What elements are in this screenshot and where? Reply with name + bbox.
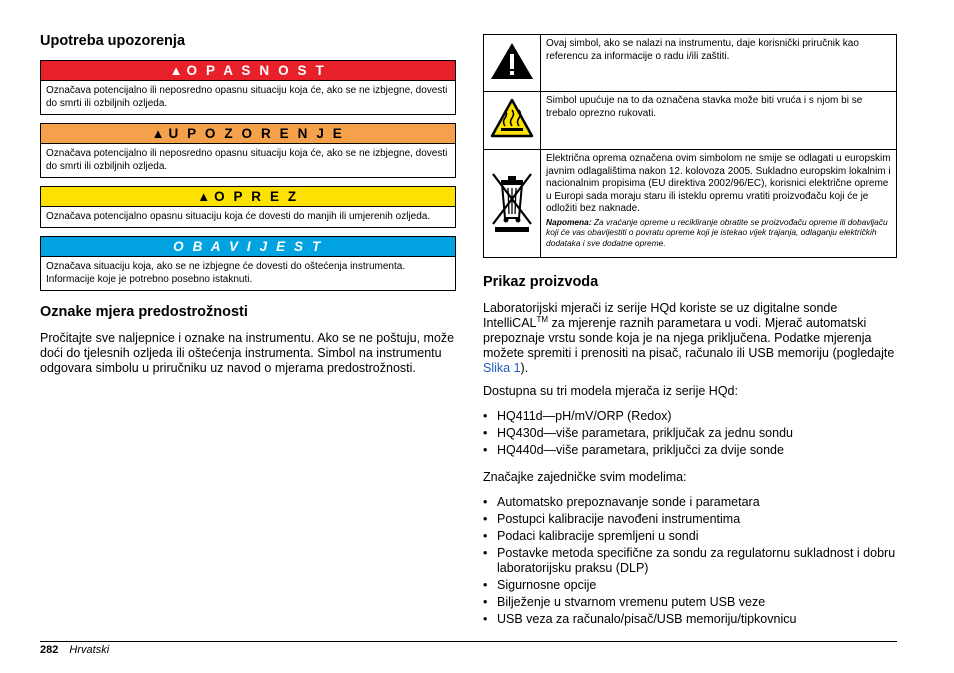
- warning-triangle-icon: ▲: [197, 189, 211, 204]
- trademark-mark: TM: [536, 315, 549, 324]
- danger-header: [41, 61, 455, 81]
- heading-use-of-warnings: Upotreba upozorenja: [40, 33, 186, 49]
- weee-text: Električna oprema označena ovim simbolom ne smije se odlagati u europskim javnim odlagalištima nakon 12. kolovoza 2005. Sukladno europskim lokalnim i nacionalnim propisima (EU direktiva 2002/96/EC), korisnici električne opreme u Europi sada moraju staru ili isteklu opremu vratiti proizvođaču koji će je odložiti bez naknade.: [546, 153, 891, 214]
- caution-text: Označava potencijalno opasnu situaciju koja će dovesti do manjih ili umjerenih ozljeda.: [46, 211, 431, 222]
- warning-label: U P O Z O R E N J E: [168, 126, 345, 141]
- list-item: • HQ440d—više parametara, priključci za dvije sonde: [483, 443, 897, 458]
- table-row: [484, 92, 897, 150]
- models-list: [483, 409, 897, 458]
- danger-label: O P A S N O S T: [186, 63, 327, 78]
- table-row: [484, 150, 897, 258]
- symbol-cell: [484, 35, 541, 92]
- list-item: • Automatsko prepoznavanje sonde i parametara: [483, 495, 897, 510]
- symbols-table: [483, 34, 897, 258]
- warning-triangle-icon: [490, 42, 534, 80]
- heading-product-overview: Prikaz proizvoda: [483, 274, 599, 290]
- note-label: Napomena:: [546, 216, 592, 227]
- intro-end: ).: [520, 361, 529, 375]
- caution-box: [40, 186, 456, 228]
- hot-surface-icon: [490, 98, 534, 138]
- product-intro: [483, 301, 897, 376]
- note-text: Za vraćanje opreme u recikliranje obratite se proizvođaču opreme ili dobavljaču koji će vas obavijestiti o povratu opreme koji je istekao vijek trajanja, odlaganju električkih dodataka i sve dodatne opreme.: [546, 216, 888, 248]
- page-footer: [40, 644, 109, 657]
- caution-header: [41, 187, 455, 207]
- list-item: • USB veza za računalo/pisač/USB memoriju/tipkovnicu: [483, 612, 897, 627]
- symbol-cell: [484, 150, 541, 258]
- symbol-description: [541, 150, 897, 258]
- notice-header: [41, 237, 455, 257]
- warning-triangle-icon: ▲: [169, 63, 183, 78]
- weee-crossed-bin-icon: [489, 168, 535, 234]
- list-item: • HQ411d—pH/mV/ORP (Redox): [483, 409, 897, 424]
- right-column: [483, 34, 897, 629]
- weee-note: [546, 217, 891, 249]
- list-item: • Podaci kalibracije spremljeni u sondi: [483, 529, 897, 544]
- warning-triangle-icon: ▲: [151, 126, 165, 141]
- notice-label: O B A V I J E S T: [173, 239, 323, 254]
- footer-language: Hrvatski: [69, 644, 110, 656]
- notice-text: Označava situaciju koja, ako se ne izbjegne će dovesti do oštećenja instrumenta. Informacije koje je potrebno posebno istaknuti.: [46, 261, 406, 285]
- notice-box: [40, 236, 456, 291]
- left-column: [40, 32, 456, 376]
- warning-box: [40, 123, 456, 178]
- symbol-cell: [484, 92, 541, 150]
- heading-precaution-labels: Oznake mjera predostrožnosti: [40, 304, 248, 320]
- footer-divider: [40, 641, 897, 642]
- models-intro: Dostupna su tri modela mjerača iz serije HQd:: [483, 384, 738, 398]
- symbol-description: Simbol upućuje na to da označena stavka može biti vruća i s njom bi se trebalo oprezno rukovati.: [541, 92, 897, 150]
- table-row: [484, 35, 897, 92]
- intro-post: za mjerenje raznih parametara u vodi. Mjerač automatski prepoznaje vrstu sonde koja je na njega priključena. Podatke mjerenja možete spremiti i prenositi na pisač, računalo ili USB memoriju (pogledajte: [483, 316, 895, 360]
- figure-link[interactable]: Slika 1: [483, 361, 521, 375]
- danger-text: Označava potencijalno ili neposredno opasnu situaciju koja će, ako se ne izbjegne, dovesti do smrti ili ozbiljnih ozljeda.: [46, 85, 448, 109]
- warning-text: Označava potencijalno ili neposredno opasnu situaciju koja će, ako se ne izbjegne, dovesti do smrti ili ozbiljnih ozljeda.: [46, 148, 448, 172]
- list-item: • Bilježenje u stvarnom vremenu putem USB veze: [483, 595, 897, 610]
- list-item: • Sigurnosne opcije: [483, 578, 897, 593]
- warning-header: [41, 124, 455, 144]
- symbol-description: Ovaj simbol, ako se nalazi na instrumentu, daje korisnički priručnik kao referencu za informacije o radu i/ili zaštiti.: [541, 35, 897, 92]
- features-intro: Značajke zajedničke svim modelima:: [483, 470, 687, 484]
- features-list: [483, 495, 897, 627]
- list-item: • Postavke metoda specifične za sondu za regulatornu sukladnost i dobru laboratorijsku praksu (DLP): [483, 546, 897, 576]
- precaution-paragraph: Pročitajte sve naljepnice i oznake na instrumentu. Ako se ne poštuju, može doći do tjelesnih ozljeda ili oštećenja instrumenta. Simbol na instrumentu odgovara simbolu u priručniku uz navod o mjerama predostrožnosti.: [40, 331, 455, 375]
- caution-label: O P R E Z: [214, 189, 299, 204]
- danger-box: [40, 60, 456, 115]
- list-item: • Postupci kalibracije navođeni instrumentima: [483, 512, 897, 527]
- page-number: 282: [40, 644, 59, 656]
- intro-pre: Laboratorijski mjerači iz serije HQd koriste se uz digitalne sonde IntelliCAL: [483, 301, 838, 330]
- list-item: • HQ430d—više parametara, priključak za jednu sondu: [483, 426, 897, 441]
